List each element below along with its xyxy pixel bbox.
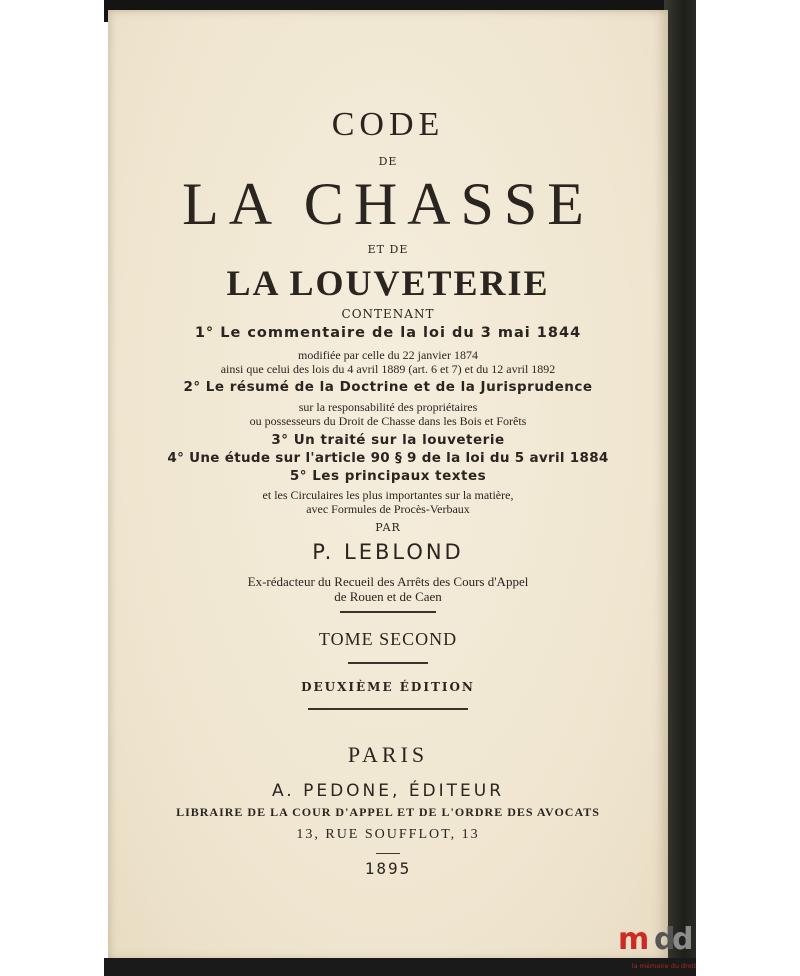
contents-item-2-sub-1: sur la responsabilité des propriétaires [298,400,478,414]
contents-item-5: 5° Les principaux textes [289,468,487,484]
contents-item-3: 3° Un traité sur la louveterie [271,432,505,448]
logo-letter-m: m [618,922,650,957]
binding-bottom-edge [104,958,696,976]
mdd-logo [612,922,696,976]
volume-label: TOME SECOND [318,629,458,649]
imprint-year: 1895 [364,859,412,878]
logo-tagline: la mémoire du droit [631,962,696,970]
contenant-label: CONTENANT [341,307,435,321]
edition-label: DEUXIÈME ÉDITION [301,680,475,694]
contents-item-1-sub-2: ainsi que celui des lois du 4 avril 1889 (art. 6 et 7) et du 12 avril 1892 [220,362,556,376]
author-desc-2: de Rouen et de Caen [334,589,442,604]
title-page [108,10,668,960]
imprint-city: PARIS [347,742,429,767]
par-label: PAR [375,521,401,534]
author-name: P. LEBLOND [312,540,464,564]
contents-item-2-sub-2: ou possesseurs du Droit de Chasse dans les Bois et Forêts [249,414,527,428]
title-secondary: LA LOUVETERIE [226,263,550,303]
imprint-address: 13, RUE SOUFFLOT, 13 [296,827,480,842]
imprint-publisher: A. PEDONE, ÉDITEUR [271,781,505,801]
divider-rule [308,708,468,710]
imprint-publisher-desc: LIBRAIRE DE LA COUR D'APPEL ET DE L'ORDRE DES AVOCATS [176,805,600,819]
book-edge [664,0,696,976]
logo-letter-d1: d [654,922,676,957]
divider-rule [376,853,400,854]
title-et-de: ET DE [367,243,409,256]
title-de: DE [378,155,398,168]
contents-item-1-sub-1: modifiée par celle du 22 janvier 1874 [298,348,478,362]
title-main: LA CHASSE [182,171,594,237]
contents-item-5-sub-1: et les Circulaires les plus importantes sur la matière, [262,488,514,502]
contents-item-2: 2° Le résumé de la Doctrine et de la Jurisprudence [183,379,593,395]
contents-item-1: 1° Le commentaire de la loi du 3 mai 1844 [194,325,582,341]
logo-letter-d2: d [672,922,694,957]
title-code: CODE [331,106,445,143]
divider-rule [340,611,436,613]
contents-item-5-sub-2: avec Formules de Procès-Verbaux [306,502,470,516]
author-desc-1: Ex-rédacteur du Recueil des Arrêts des Cours d'Appel [247,574,529,589]
divider-rule [348,662,428,664]
contents-item-4: 4° Une étude sur l'article 90 § 9 de la loi du 5 avril 1884 [167,450,609,466]
